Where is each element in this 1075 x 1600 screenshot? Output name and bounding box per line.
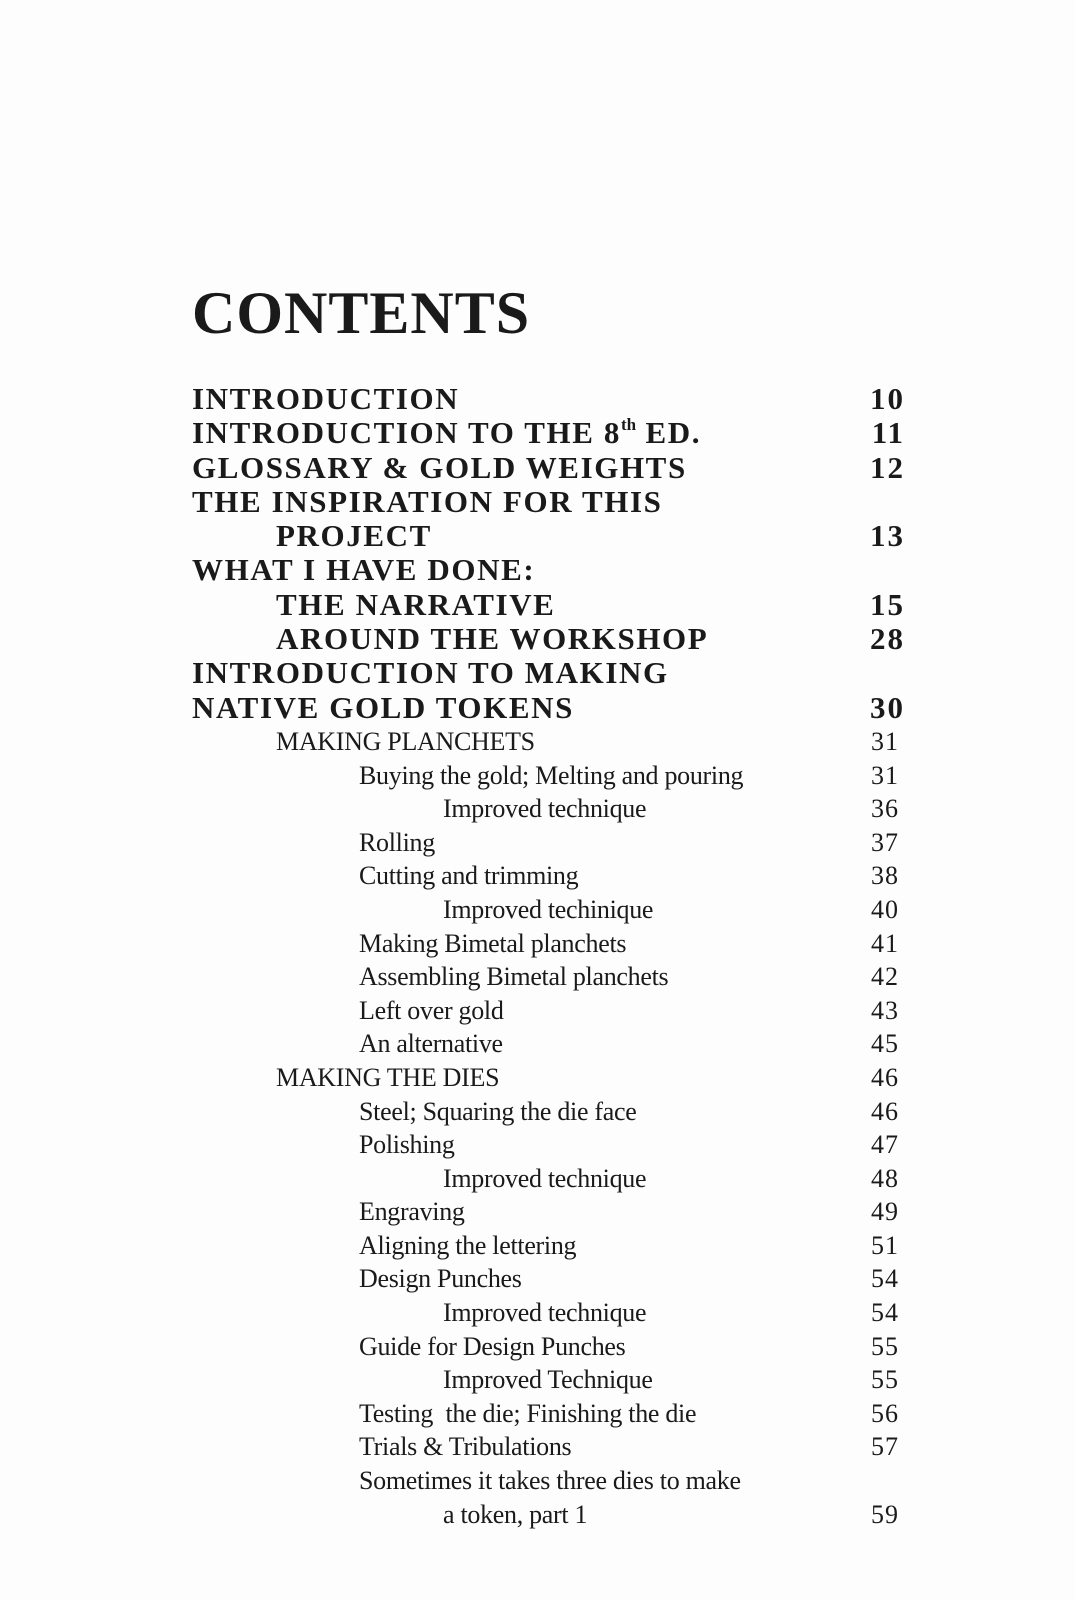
toc-entry-page: 46 [871, 1062, 899, 1092]
toc-entry-label: Polishing [359, 1130, 455, 1160]
toc-entry-page: 54 [871, 1264, 899, 1294]
toc-section-making-planchets[interactable] [0, 725, 1075, 759]
toc-entry-what-i-have-done[interactable] [0, 553, 1075, 587]
toc-entry-label: MAKING THE DIES [276, 1062, 500, 1092]
toc-entry-page: 31 [871, 726, 899, 756]
toc-entry-label: GLOSSARY & GOLD WEIGHTS [192, 449, 687, 485]
toc-entry-three-dies-cont[interactable] [0, 1498, 1075, 1532]
toc-entry-improved-technique[interactable] [0, 1162, 1075, 1196]
toc-entry-label: Sometimes it takes three dies to make [359, 1466, 741, 1496]
toc-entry-page: 13 [870, 518, 905, 554]
toc-entry-page: 55 [871, 1365, 899, 1395]
toc-entry-around-workshop[interactable] [0, 622, 1075, 656]
toc-entry-page: 42 [871, 962, 899, 992]
table-of-contents [0, 382, 1075, 1531]
toc-entry-page: 10 [870, 381, 905, 416]
toc-entry-label: Improved Technique [443, 1365, 653, 1395]
toc-entry-page: 46 [871, 1096, 899, 1126]
toc-entry-label: Trials & Tribulations [359, 1432, 572, 1462]
toc-entry-page: 40 [871, 894, 899, 924]
ordinal-superscript: th [620, 415, 637, 435]
toc-entry-aligning-lettering[interactable] [0, 1229, 1075, 1263]
toc-entry-page: 51 [871, 1230, 899, 1260]
toc-entry-label: Improved techinique [443, 894, 654, 924]
toc-entry-label: Assembling Bimetal planchets [359, 962, 669, 992]
toc-entry-label: Improved technique [443, 1163, 647, 1193]
toc-entry-page: 15 [870, 586, 905, 622]
toc-entry-introduction[interactable] [0, 382, 1075, 416]
toc-entry-label: Cutting and trimming [359, 861, 579, 891]
toc-entry-label: Aligning the lettering [359, 1230, 577, 1260]
toc-entry-label: Rolling [359, 827, 435, 857]
toc-entry-page: 30 [870, 689, 905, 725]
toc-entry-label-text: INTRODUCTION TO THE 8 [192, 415, 621, 451]
toc-entry-left-over-gold[interactable] [0, 994, 1075, 1028]
toc-entry-page: 56 [871, 1398, 899, 1428]
toc-entry-page: 43 [871, 995, 899, 1025]
toc-section-making-dies[interactable] [0, 1061, 1075, 1095]
toc-entry-cutting-trimming[interactable] [0, 859, 1075, 893]
toc-entry-trials-tribulations[interactable] [0, 1430, 1075, 1464]
toc-entry-page: 38 [871, 861, 899, 891]
toc-entry-page: 49 [871, 1197, 899, 1227]
toc-entry-page: 47 [871, 1130, 899, 1160]
toc-entry-label: Guide for Design Punches [359, 1331, 626, 1361]
toc-entry-label: Improved technique [443, 1298, 647, 1328]
page-title: CONTENTS [192, 280, 531, 346]
toc-entry-label: THE INSPIRATION FOR THIS [192, 483, 663, 519]
toc-entry-label: THE NARRATIVE [276, 586, 556, 622]
toc-entry-assembling-bimetal[interactable] [0, 960, 1075, 994]
toc-entry-page: 12 [870, 449, 905, 485]
toc-entry-improved-technique[interactable] [0, 1296, 1075, 1330]
toc-entry-label-suffix: ED. [636, 415, 702, 451]
toc-entry-page: 48 [871, 1163, 899, 1193]
toc-entry-buying-gold[interactable] [0, 759, 1075, 793]
toc-entry-label: Design Punches [359, 1264, 522, 1294]
toc-entry-inspiration-cont[interactable] [0, 519, 1075, 553]
toc-entry-page: 28 [870, 621, 905, 657]
toc-entry-label: PROJECT [276, 518, 432, 554]
toc-entry-label: MAKING PLANCHETS [276, 726, 535, 756]
toc-entry-page: 55 [871, 1331, 899, 1361]
toc-entry-improved-technique[interactable] [0, 792, 1075, 826]
toc-entry-page: 57 [871, 1432, 899, 1462]
toc-entry-page: 11 [871, 415, 905, 451]
toc-entry-label: AROUND THE WORKSHOP [276, 621, 709, 657]
toc-entry-label: NATIVE GOLD TOKENS [192, 689, 574, 725]
toc-entry-testing-die[interactable] [0, 1397, 1075, 1431]
toc-entry-label: INTRODUCTION [192, 381, 460, 416]
toc-entry-label: Steel; Squaring the die face [359, 1096, 637, 1126]
toc-entry-label: Making Bimetal planchets [359, 928, 627, 958]
toc-entry-alternative[interactable] [0, 1027, 1075, 1061]
toc-entry-glossary[interactable] [0, 451, 1075, 485]
toc-entry-page: 31 [871, 760, 899, 790]
toc-entry-page: 37 [871, 827, 899, 857]
toc-entry-engraving[interactable] [0, 1195, 1075, 1229]
toc-entry-page: 45 [871, 1029, 899, 1059]
toc-entry-page: 59 [871, 1499, 899, 1529]
toc-entry-improved-techinique[interactable] [0, 893, 1075, 927]
toc-entry-intro-making[interactable] [0, 656, 1075, 690]
toc-entry-label: Left over gold [359, 995, 504, 1025]
toc-entry-page: 54 [871, 1298, 899, 1328]
toc-entry-improved-technique[interactable] [0, 1363, 1075, 1397]
toc-entry-guide-design-punches[interactable] [0, 1330, 1075, 1364]
toc-entry-rolling[interactable] [0, 826, 1075, 860]
toc-entry-label: Buying the gold; Melting and pouring [359, 760, 744, 790]
toc-entry-three-dies[interactable] [0, 1464, 1075, 1498]
toc-entry-label: Improved technique [443, 794, 647, 824]
toc-entry-label: WHAT I HAVE DONE: [192, 552, 536, 588]
toc-entry-label [192, 416, 701, 450]
toc-entry-page: 41 [871, 928, 899, 958]
toc-entry-label: a token, part 1 [443, 1499, 588, 1529]
toc-entry-introduction-8th-ed[interactable] [0, 416, 1075, 450]
toc-entry-design-punches[interactable] [0, 1262, 1075, 1296]
toc-entry-narrative[interactable] [0, 588, 1075, 622]
toc-entry-polishing[interactable] [0, 1128, 1075, 1162]
toc-entry-label: INTRODUCTION TO MAKING [192, 655, 669, 691]
toc-entry-inspiration[interactable] [0, 485, 1075, 519]
toc-entry-label: Engraving [359, 1197, 465, 1227]
toc-entry-bimetal-planchets[interactable] [0, 927, 1075, 961]
toc-entry-label: Testing the die; Finishing the die [359, 1398, 697, 1428]
toc-entry-page: 36 [871, 794, 899, 824]
toc-entry-native-gold-tokens[interactable] [0, 691, 1075, 725]
toc-entry-label: An alternative [359, 1029, 503, 1059]
toc-entry-steel-squaring[interactable] [0, 1095, 1075, 1129]
